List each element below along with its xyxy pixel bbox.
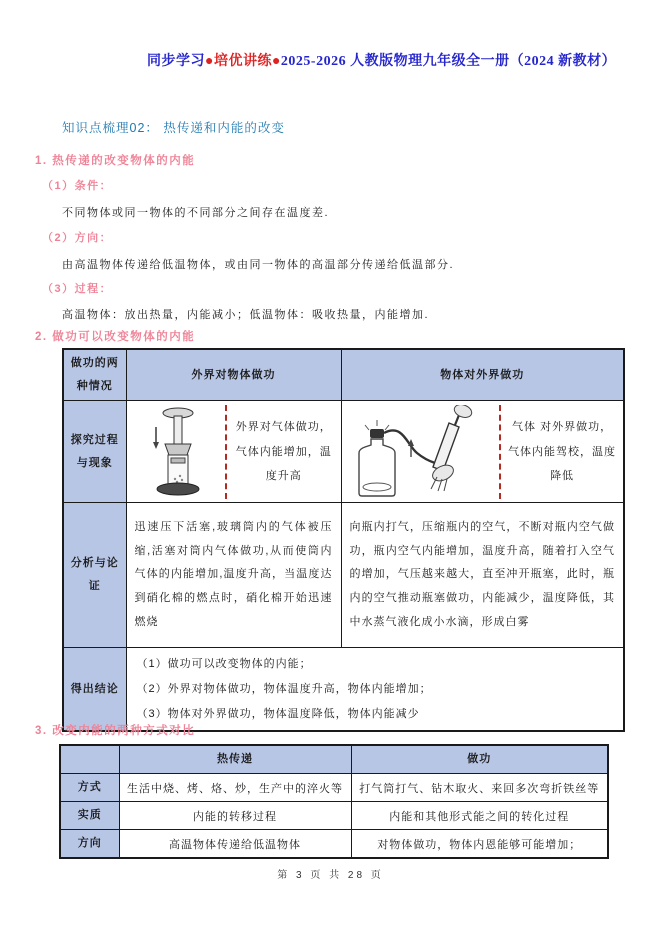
knowledge-point-subtitle: 知识点梳理02： 热传递和内能的改变	[62, 121, 285, 135]
table2-header-empty	[60, 745, 119, 774]
header-accent-text: ●培优讲练●	[205, 54, 281, 69]
essence-row-label: 实质	[60, 802, 119, 830]
section1-item3-text: 高温物体：放出热量，内能减小；低温物体：吸收热量，内能增加.	[62, 309, 430, 321]
section1-item1-text: 不同物体或同一物体的不同部分之间存在温度差.	[62, 207, 330, 219]
essence-doing-work-cell: 内能和其他形式能之间的转化过程	[351, 802, 608, 830]
table1-header-object-work: 物体对外界做功	[341, 349, 624, 401]
analysis-right-text: 向瓶内打气，压缩瓶内的空气，不断对瓶内空气做功，瓶内空气内能增加，温度升高，随着打入空气的增加，气压越来越大，直至冲开瓶塞，此时，瓶内的空气推动瓶塞做功，内能减少，温度降低，其中水蒸气液化成小水滴，形成白雾	[341, 503, 624, 648]
conclusion-line-1: （1）做功可以改变物体的内能；	[136, 658, 312, 671]
header-series-title: 同步学习	[147, 54, 205, 69]
table1-header-external-work: 外界对物体做功	[126, 349, 341, 401]
explore-left-cell	[126, 401, 341, 503]
direction-row-label: 方向	[60, 830, 119, 859]
method-row-label: 方式	[60, 774, 119, 802]
work-changes-internal-energy-table	[62, 348, 625, 732]
essence-heat-transfer-cell: 内能的转移过程	[119, 802, 351, 830]
table2-row-essence	[60, 802, 608, 830]
table2-header-row	[60, 745, 608, 774]
section3-title: 3. 改变内能的两种方式对比	[35, 725, 196, 737]
explore-right-cell	[341, 401, 624, 503]
table1-header-row	[63, 349, 624, 401]
section1-item1-label: （1）条件：	[42, 180, 113, 192]
conclusion-line-3: （3）物体对外界做功，物体温度降低，物体内能减少	[136, 707, 420, 720]
method-doing-work-cell: 打气筒打气、钻木取火、来回多次弯折铁丝等	[351, 774, 608, 802]
two-ways-comparison-table	[59, 744, 609, 859]
header-book-title: 2025-2026 人教版物理九年级全一册（2024 新教材）	[280, 54, 617, 69]
explore-right-caption: 气体 对外界做功，气体内能驾校，温度降低	[508, 421, 617, 482]
table1-header-cases: 做功的两种情况	[63, 349, 126, 401]
method-heat-transfer-cell: 生活中烧、烤、烙、炒，生产中的淬火等	[119, 774, 351, 802]
table2-header-heat-transfer: 热传递	[119, 745, 351, 774]
page-number-footer: 第 3 页 共 28 页	[277, 870, 384, 881]
section1-item2-text: 由高温物体传递给低温物体，或由同一物体的高温部分传递给低温部分.	[62, 259, 455, 271]
conclusion-cell	[126, 648, 624, 732]
conclusion-row-label: 得出结论	[63, 648, 126, 732]
table2-header-doing-work: 做功	[351, 745, 608, 774]
section1-title: 1. 热传递的改变物体的内能	[35, 155, 196, 167]
table2-row-direction	[60, 830, 608, 859]
table1-analysis-row	[63, 503, 624, 648]
section2-title: 2. 做功可以改变物体的内能	[35, 331, 196, 343]
bottle-pump-icon	[345, 405, 495, 499]
conclusion-line-2: （2）外界对物体做功，物体温度升高，物体内能增加；	[136, 682, 432, 695]
direction-doing-work-cell: 对物体做功，物体内恩能够可能增加；	[351, 830, 608, 859]
table2-row-method	[60, 774, 608, 802]
section1-item3-label: （3）过程：	[42, 283, 113, 295]
explore-row-label: 探究过程与现象	[63, 401, 126, 503]
document-header	[147, 50, 616, 70]
table1-explore-row	[63, 401, 624, 503]
analysis-row-label: 分析与论证	[63, 503, 126, 648]
fire-syringe-illustration	[127, 405, 225, 499]
explore-left-caption: 外界对气体做功，气体内能增加，温度升高	[235, 421, 332, 482]
bottle-pump-illustration	[342, 405, 500, 499]
direction-heat-transfer-cell: 高温物体传递给低温物体	[119, 830, 351, 859]
fire-syringe-icon	[148, 405, 204, 499]
table1-conclusion-row	[63, 648, 624, 732]
section1-item2-label: （2）方向：	[42, 232, 113, 244]
analysis-left-text: 迅速压下活塞,玻璃筒内的气体被压缩,活塞对筒内气体做功,从而使筒内气体的内能增加,温度升高，当温度达到硝化棉的燃点时，硝化棉开始迅速燃烧	[126, 503, 341, 648]
